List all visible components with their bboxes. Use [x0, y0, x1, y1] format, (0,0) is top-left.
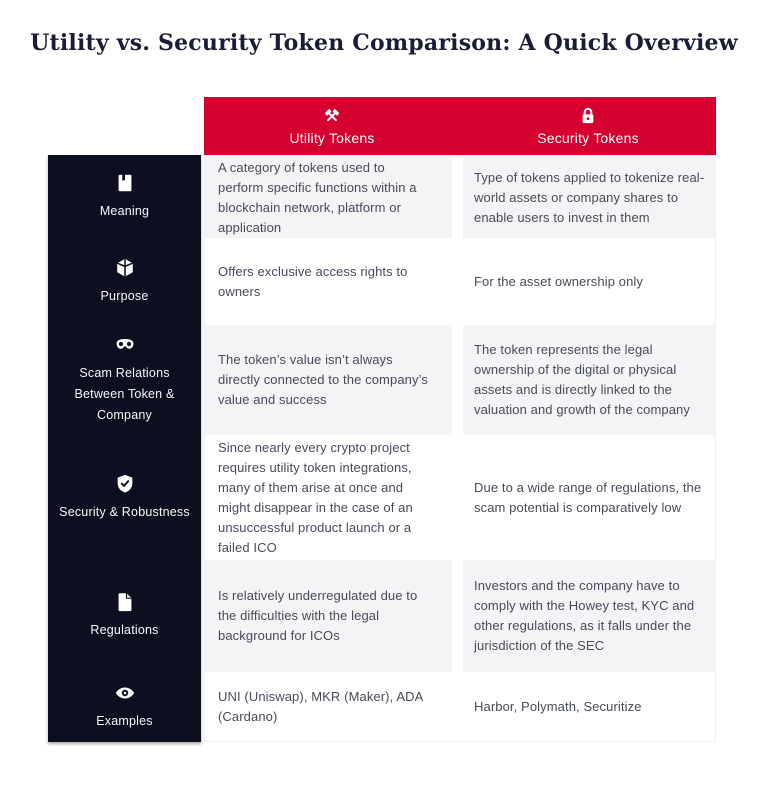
cell-meaning-security [463, 157, 716, 238]
mask-icon [114, 334, 136, 356]
row-label-sidebar [48, 155, 201, 742]
comparison-table-body [204, 157, 716, 742]
cell-text: Offers exclusive access rights to owners [218, 263, 408, 299]
column-gap [452, 560, 463, 672]
cell-regulations-security [463, 560, 716, 672]
column-gap [452, 435, 463, 560]
cell-examples-security [463, 672, 716, 742]
row-label: Examples [96, 714, 153, 728]
column-header [204, 97, 716, 155]
sidebar-item-security-robustness [48, 435, 201, 560]
cell-text: A category of tokens used to perform specific functions within a blockchain network, platform or application [218, 159, 417, 235]
table-row-purpose [204, 238, 716, 325]
row-label: Purpose [100, 288, 149, 303]
cell-text: The token’s value isn’t always directly connected to the company’s value and success [218, 352, 428, 407]
table-row-scam-relations [204, 325, 716, 435]
column-gap [452, 157, 463, 238]
cell-text: Is relatively underregulated due to the difficulties with the legal background for ICOs [218, 588, 418, 643]
cell-text: For the asset ownership only [474, 273, 643, 289]
table-row-regulations [204, 560, 716, 672]
sidebar-item-regulations [48, 560, 201, 672]
column-gap [452, 672, 463, 742]
row-label: Regulations [90, 623, 159, 637]
cube-icon [114, 257, 136, 279]
cell-text: Type of tokens applied to tokenize real-world assets or company shares to enable users to invest in them [474, 169, 705, 225]
cell-regulations-utility [204, 560, 452, 672]
cell-robustness-security [463, 435, 716, 560]
cell-robustness-utility [204, 435, 452, 560]
column-gap [452, 325, 463, 435]
column-header-security [460, 97, 716, 155]
book-icon [114, 172, 136, 194]
row-label: Security & Robustness [59, 504, 190, 519]
document-icon [114, 591, 136, 613]
table-row-examples [204, 672, 716, 742]
row-label: Meaning [99, 203, 150, 218]
cell-scam-security [463, 325, 716, 435]
cell-text: Harbor, Polymath, Securitize [474, 699, 642, 714]
column-label-security: Security Tokens [537, 130, 639, 146]
row-label: Scam Relations Between Token & Company [74, 366, 175, 422]
sidebar-item-purpose [48, 238, 201, 325]
cell-text: Due to a wide range of regulations, the scam potential is comparatively low [474, 479, 702, 515]
shield-check-icon [114, 473, 136, 495]
cell-purpose-security [463, 238, 716, 325]
page-title: Utility vs. Security Token Comparison: A Quick Overview [30, 30, 738, 56]
eye-icon [114, 682, 136, 704]
cell-purpose-utility [204, 238, 452, 325]
sidebar-item-meaning [48, 155, 201, 238]
column-gap [452, 238, 463, 325]
cell-scam-utility [204, 325, 452, 435]
cell-text: Investors and the company have to comply with the Howey test, KYC and other regulations, as it falls under the jurisdiction of the SEC [474, 578, 695, 653]
table-row-security-robustness [204, 435, 716, 560]
crossed-hammers-icon [322, 106, 342, 126]
column-label-utility: Utility Tokens [289, 130, 375, 146]
cell-text: The token represents the legal ownership of the digital or physical assets and is directly linked to the valuation and growth of the company [474, 342, 690, 417]
column-header-utility [204, 97, 460, 155]
lock-icon [578, 106, 598, 126]
cell-meaning-utility [204, 157, 452, 238]
cell-examples-utility [204, 672, 452, 742]
table-row-meaning [204, 157, 716, 238]
cell-text: UNI (Uniswap), MKR (Maker), ADA (Cardano) [218, 689, 423, 724]
sidebar-item-scam-relations [48, 325, 201, 435]
cell-text: Since nearly every crypto project requires utility token integrations, many of them arise at once and might disappear in the case of an unsuccessful product launch or a failed ICO [218, 439, 413, 555]
sidebar-item-examples [48, 672, 201, 742]
